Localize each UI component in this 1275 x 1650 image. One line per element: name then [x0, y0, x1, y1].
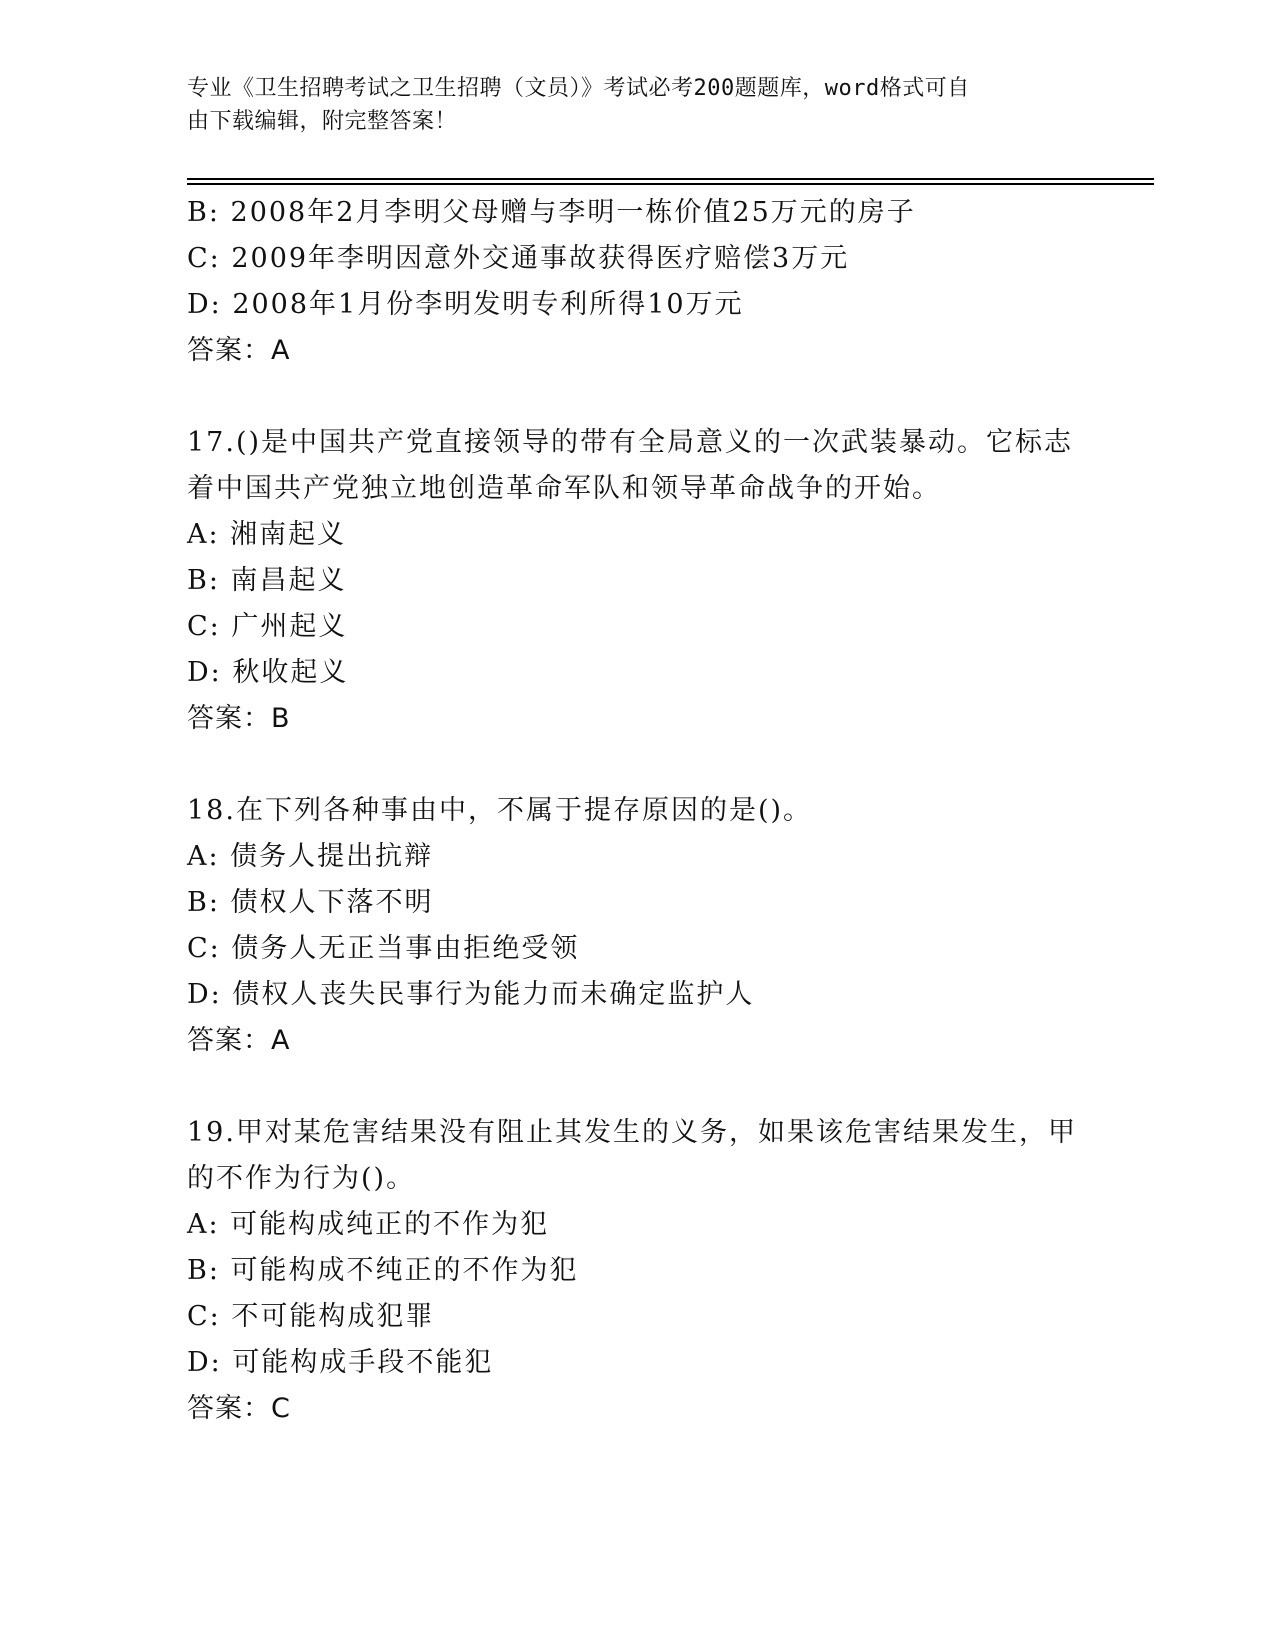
question-19 [187, 1110, 1087, 1432]
document-header [187, 72, 1067, 138]
answer-line: 答案：C [187, 1393, 291, 1424]
option-c: C: 广州起义 [187, 611, 348, 642]
answer-line: 答案：B [187, 703, 291, 734]
question-text-line: 17.()是中国共产党直接领导的带有全局意义的一次武装暴动。它标志 [187, 427, 1074, 458]
header-divider-bottom [187, 183, 1154, 185]
option-d: D: 可能构成手段不能犯 [187, 1347, 494, 1378]
question-text-line: 的不作为行为()。 [187, 1163, 416, 1194]
question-text-line: 18.在下列各种事由中，不属于提存原因的是()。 [187, 795, 813, 826]
option-a: A: 债务人提出抗辩 [187, 841, 434, 872]
spacer [187, 1064, 1087, 1110]
question-18 [187, 788, 1087, 1064]
option-d: D: 债权人丧失民事行为能力而未确定监护人 [187, 979, 755, 1010]
spacer [187, 374, 1087, 420]
option-b: B: 南昌起义 [187, 565, 347, 596]
option-d: D: 秋收起义 [187, 657, 349, 688]
option-d: D: 2008年1月份李明发明专利所得10万元 [187, 289, 744, 320]
option-a: A: 可能构成纯正的不作为犯 [187, 1209, 550, 1240]
option-a: A: 湘南起义 [187, 519, 347, 550]
question-text-line: 着中国共产党独立地创造革命军队和领导革命战争的开始。 [187, 473, 941, 504]
question-text-line: 19.甲对某危害结果没有阻止其发生的义务，如果该危害结果发生，甲 [187, 1117, 1077, 1148]
question-17 [187, 420, 1087, 742]
answer-line: 答案：A [187, 335, 291, 366]
answer-line: 答案：A [187, 1025, 291, 1056]
header-divider-top [187, 178, 1154, 180]
header-line-1: 专业《卫生招聘考试之卫生招聘（文员）》考试必考200题题库，word格式可自 [187, 76, 970, 101]
option-c: C: 债务人无正当事由拒绝受领 [187, 933, 580, 964]
option-c: C: 不可能构成犯罪 [187, 1301, 435, 1332]
question-16-continued [187, 190, 1087, 374]
document-body [187, 190, 1087, 1432]
spacer [187, 742, 1087, 788]
option-b: B: 2008年2月李明父母赠与李明一栋价值25万元的房子 [187, 197, 916, 228]
option-c: C: 2009年李明因意外交通事故获得医疗赔偿3万元 [187, 243, 850, 274]
header-line-2: 由下载编辑，附完整答案！ [187, 109, 458, 134]
option-b: B: 可能构成不纯正的不作为犯 [187, 1255, 579, 1286]
option-b: B: 债权人下落不明 [187, 887, 434, 918]
